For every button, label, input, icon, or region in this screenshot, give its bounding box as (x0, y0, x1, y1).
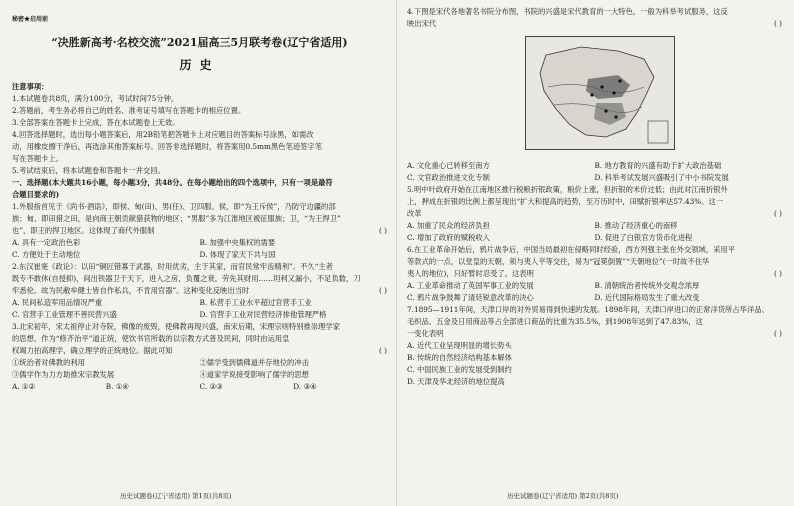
question-text: 4.下图是宋代各地著名书院分布图，书院的兴盛是宋代教育的一大特色，一般为科举考试服务，这反 (407, 7, 728, 16)
option: D. 近代国际格局发生了重大改变 (594, 293, 700, 302)
question-text-line: 一变化表明 (407, 329, 444, 338)
question-1 (12, 201, 387, 261)
option: A. ①② (12, 382, 35, 391)
academy-marker (612, 91, 615, 94)
notice-item: 写在答题卡上。 (12, 154, 64, 163)
option-list (12, 297, 387, 321)
notice-heading: 注意事项： (12, 82, 49, 91)
question-text: 1.外服指首见于《尚书·酒诰》，即侯、甸(田)、男(任)、卫四服。侯，即“为王斥侯”，乃防守边疆的部 (12, 202, 336, 211)
secret-label: 秘密★启用前 (12, 16, 49, 23)
option: C. 鸦片战争鼓舞了清廷锐意改革的决心 (407, 293, 534, 302)
question-text (12, 285, 387, 297)
question-5 (407, 184, 782, 244)
question-text-line: 改革 (407, 209, 422, 218)
option: A. 文化重心已转移至南方 (407, 161, 490, 170)
question-text (407, 18, 782, 30)
statement: ①统治者对佛教的利用 (12, 358, 85, 367)
option: C. ②③ (199, 382, 223, 391)
notice-item: 3.全部答案在答题卡上完成，答在本试题卷上无效。 (12, 118, 180, 127)
option-list (12, 381, 387, 393)
question-text-line: 牢悉伦。故为民敝牟健士皆自作私兵，不肯用官器”。这种变化反映出当时 (12, 286, 250, 295)
notice-item: 1.本试题卷共8页，满分100分，考试时间75分钟。 (12, 94, 179, 103)
question-text: 毛织品、五金及日用商品等占全部进口商品的比重为35.5%，到1908年达到了47.83%，这 (407, 317, 703, 326)
answer-blank: ( ) (378, 226, 387, 235)
question-text: 6.在工业革命开始后，鸦片战争后，中国当局最初在侵略同时经验，西方列强主张在外交领域，采用平 (407, 245, 736, 254)
option: D. 科举考试发展兴盛吸引了中小书院发展 (594, 173, 729, 182)
answer-blank: ( ) (773, 19, 782, 28)
option: D. 促进了白银官方货币化进程 (594, 233, 693, 242)
option: D. 官营手工业对民营经济排他管理严格 (199, 310, 327, 319)
question-text: 等款式的一点，以堂皇的天朝，须与夷人平等交往，易为“冠冕倒置”“天朝地位”(一时故不住华 (407, 257, 710, 266)
question-text: 2.东汉崔寔《政论》：以田“铜匠错寡于武器，时用优劣，主于其家，而官民常牢齿精利”。不久“主者 (12, 262, 333, 271)
question-text: 的思想，作为“修齐治平”道正统，使饮书官所载的以宗教方式普及民间，同时由运用皇 (12, 334, 290, 343)
option: C. 增加了政府的赋税收入 (407, 233, 490, 242)
notice-item: 5.考试结束后，将本试题卷和答题卡一并交回。 (12, 166, 165, 175)
question-6 (407, 244, 782, 304)
section-heading-cont: 合题目要求的) (12, 190, 60, 199)
question-text: 3.北宋初年，宋太祖停止对寺院，佛像的废毁，使佛教再现兴盛，南宋后期，宋理宗则特别推崇理学家 (12, 322, 341, 331)
option-list (407, 160, 782, 184)
question-text (12, 225, 387, 237)
option: B. 清朝统治者传统外交观念浓厚 (594, 281, 700, 290)
academy-marker (604, 109, 607, 112)
question-text (407, 328, 782, 340)
academy-marker (618, 79, 621, 82)
notice-list (12, 93, 387, 177)
statement: ④道家学说接受影响了儒学的思想 (199, 370, 309, 379)
question-text: 上，押成在折银的比例上都呈现出“扩大和提高的趋势，至万历时中，田赋折银率达57.43%。这一 (407, 197, 724, 206)
question-text: 7.1895—1911年间，天津口岸的对外贸易得到快速的发展。1898年间，天津口岸进口的正常洋货所占华洋品、 (407, 305, 769, 314)
option-list (407, 280, 782, 304)
option: A. 民间私造军用品情况严重 (12, 298, 103, 307)
statement-list (12, 357, 387, 381)
question-text-line: 权竭力拍高理学，确立理学的正统地位。据此可知 (12, 346, 173, 355)
map-inset-box (648, 121, 668, 143)
option: C. 文官政治推进文化专制 (407, 173, 490, 182)
question-3 (12, 321, 387, 393)
option: A. 近代工业呈现明显的增长势头 (407, 341, 512, 350)
page-footer: 历史试题卷(辽宁省适用) 第1页(共8页) (120, 492, 232, 500)
exam-page-2 (397, 0, 794, 506)
academy-marker (614, 115, 617, 118)
option: B. 加强中央集权的需要 (199, 238, 276, 247)
academy-marker (600, 85, 603, 88)
notice-item: 动，用橡皮擦干净后，再选涂其他答案标号。回答非选择题时，将答案用0.5mm黑色笔迹签字笔 (12, 142, 323, 151)
question-text-line: 映出宋代 (407, 19, 437, 28)
question-4 (407, 6, 782, 184)
question-text-line: 夷人的地位)，只好暂时忍受了。这表明 (407, 269, 534, 278)
section-heading: 一、选择题(本大题共16小题，每小题3分，共48分。在每小题给出的四个选项中，只有一项是最符 (12, 178, 333, 187)
academy-marker (590, 93, 593, 96)
option: D. ③④ (293, 382, 317, 391)
statement: ③儒学作为力方助推宋宗教发展 (12, 370, 115, 379)
exam-title: “决胜新高考·名校交流”2021届高三5月联考卷(辽宁省适用) (51, 36, 348, 49)
question-text: 5.明中叶政府开始在江南地区推行税粮折银政策，粮价上涨，但折银的米价过低；由此对江南折银外 (407, 185, 728, 194)
answer-blank: ( ) (378, 286, 387, 295)
answer-blank: ( ) (773, 329, 782, 338)
academy-map-image (525, 36, 675, 150)
option: C. 中国民族工业的发展受到制约 (407, 365, 512, 374)
option: B. 私营手工业水平超过官营手工业 (199, 298, 312, 307)
option: D. 天津及华北经济的地位提高 (407, 377, 505, 386)
option: D. 体现了家天下共与国 (199, 250, 276, 259)
question-text: 既专不敢休(自授抑)，间出铁器卫于天下，进入之房，负覆之衰，劳先其财用……坦利又漏小，不足负数，刀 (12, 274, 361, 283)
option-list (407, 220, 782, 244)
option-list (407, 340, 782, 388)
option: B. 推动了经济重心的南移 (594, 221, 678, 230)
page-footer: 历史试题卷(辽宁省适用) 第2页(共8页) (507, 492, 619, 500)
option: A. 工业革命推动了英国军事工业的发展 (407, 281, 534, 290)
question-7 (407, 304, 782, 388)
answer-blank: ( ) (773, 269, 782, 278)
question-text-line: 也”，即王的捍卫地区。这体现了商代外服制 (12, 226, 155, 235)
subject-title: 历史 (179, 58, 220, 72)
notice-item: 2.答题前，考生务必将自己的姓名、准考证号填写在答题卡的相应位置。 (12, 106, 246, 115)
question-2 (12, 261, 387, 321)
question-text: 族；甸、即田猎之田，是向商王朝贡献猎获物的地区；“男服”多为江淮地区被征服族；卫，“为王捍卫” (12, 214, 341, 223)
question-text (12, 345, 387, 357)
option: C. 官营手工业管理不善民营兴盛 (12, 310, 117, 319)
option: B. 地方教育的兴盛有助于扩大政治基础 (594, 161, 722, 170)
option: B. ①④ (105, 382, 129, 391)
notice-item: 4.回答选择题时，选出每小题答案后，用2B铅笔把答题卡上对应题目的答案标号涂黑，如需改 (12, 130, 314, 139)
answer-blank: ( ) (378, 346, 387, 355)
answer-blank: ( ) (773, 209, 782, 218)
option: C. 方便处于主动地位 (12, 250, 81, 259)
option: A. 具有一定政治色彩 (12, 238, 81, 247)
statement: ②儒学受到儒佛道并存地位的冲击 (199, 358, 309, 367)
question-text (407, 208, 782, 220)
question-text (407, 268, 782, 280)
option-list (12, 237, 387, 261)
option: B. 传统的自然经济结构基本解体 (407, 353, 512, 362)
option: A. 加重了民众的经济负担 (407, 221, 490, 230)
